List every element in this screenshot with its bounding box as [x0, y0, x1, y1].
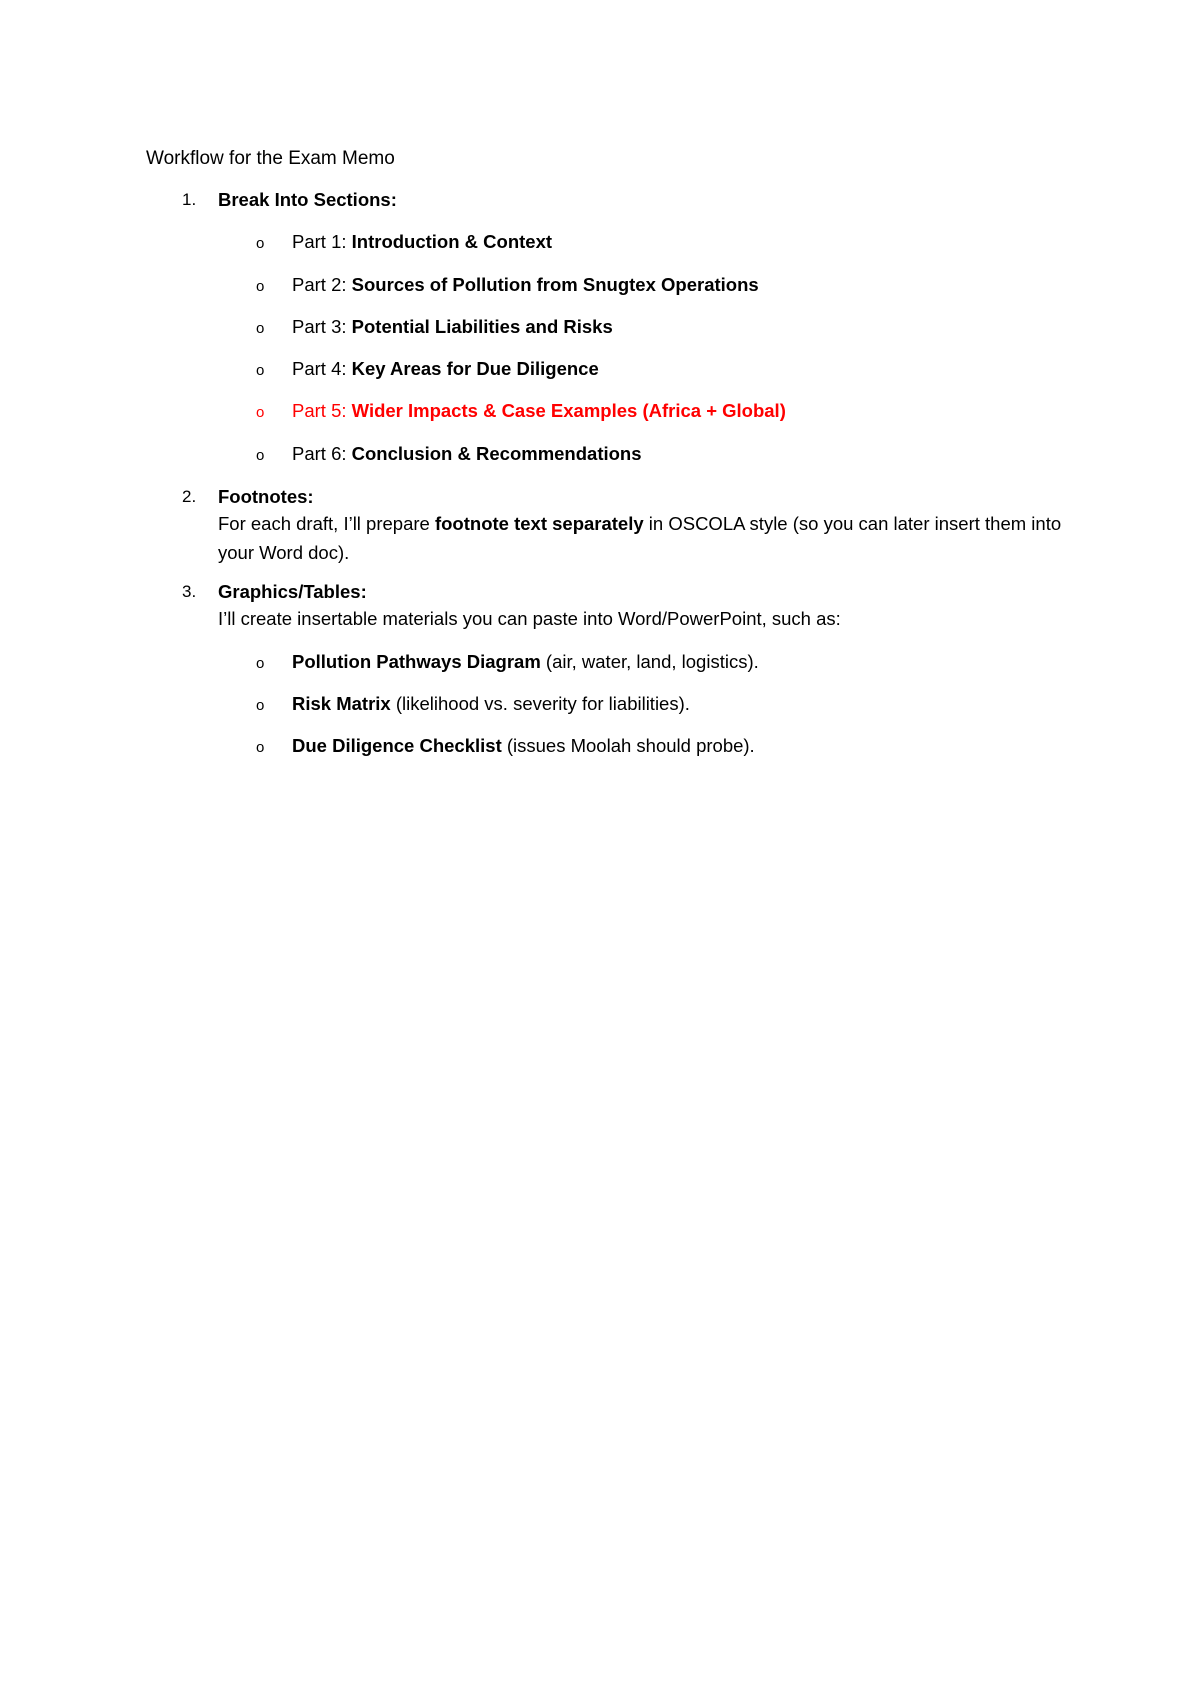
part-title: Introduction & Context [351, 231, 553, 252]
part-item [292, 315, 613, 339]
material-description: (air, water, land, logistics). [540, 651, 759, 672]
material-description: (issues Moolah should probe). [501, 735, 755, 756]
section-heading: Graphics/Tables: [218, 581, 367, 602]
part-title: Conclusion & Recommendations [351, 443, 642, 464]
section-number: 1. [182, 190, 197, 209]
bullet-icon: o [256, 235, 265, 252]
section-heading: Break Into Sections: [218, 189, 397, 210]
section-number: 3. [182, 582, 197, 601]
material-name: Due Diligence Checklist [292, 735, 502, 756]
material-description: (likelihood vs. severity for liabilities). [390, 693, 690, 714]
bullet-icon: o [256, 447, 265, 464]
part-title: Potential Liabilities and Risks [351, 316, 613, 337]
material-name: Risk Matrix [292, 693, 391, 714]
part-item [292, 273, 759, 297]
bullet-icon: o [256, 404, 265, 421]
bullet-icon: o [256, 697, 265, 714]
material-item [292, 650, 759, 674]
material-item [292, 734, 755, 758]
bullet-icon: o [256, 362, 265, 379]
section-heading: Footnotes: [218, 486, 314, 507]
section-number: 2. [182, 487, 197, 506]
part-prefix: Part 2: [292, 274, 352, 295]
body-text: For each draft, I’ll prepare [218, 513, 435, 534]
part-item [292, 442, 642, 466]
part-prefix: Part 5: [292, 400, 352, 421]
part-prefix: Part 4: [292, 358, 352, 379]
bullet-icon: o [256, 739, 265, 756]
part-item [292, 357, 599, 381]
body-bold-text: footnote text separately [434, 513, 644, 534]
part-prefix: Part 3: [292, 316, 352, 337]
material-item [292, 692, 690, 716]
part-item-highlighted [292, 399, 786, 423]
part-prefix: Part 6: [292, 443, 352, 464]
part-title: Key Areas for Due Diligence [351, 358, 599, 379]
material-name: Pollution Pathways Diagram [292, 651, 541, 672]
section-body [218, 509, 1068, 567]
bullet-icon: o [256, 320, 265, 337]
section-body: I’ll create insertable materials you can paste into Word/PowerPoint, such as: [218, 608, 841, 629]
document-title: Workflow for the Exam Memo [146, 148, 395, 169]
part-title: Sources of Pollution from Snugtex Operations [351, 274, 759, 295]
part-title: Wider Impacts & Case Examples (Africa + Global) [351, 400, 786, 421]
part-prefix: Part 1: [292, 231, 352, 252]
bullet-icon: o [256, 278, 265, 295]
part-item [292, 230, 552, 254]
body-text: in OSCOLA style (so you can later insert them into your Word doc). [218, 513, 1062, 563]
bullet-icon: o [256, 655, 265, 672]
